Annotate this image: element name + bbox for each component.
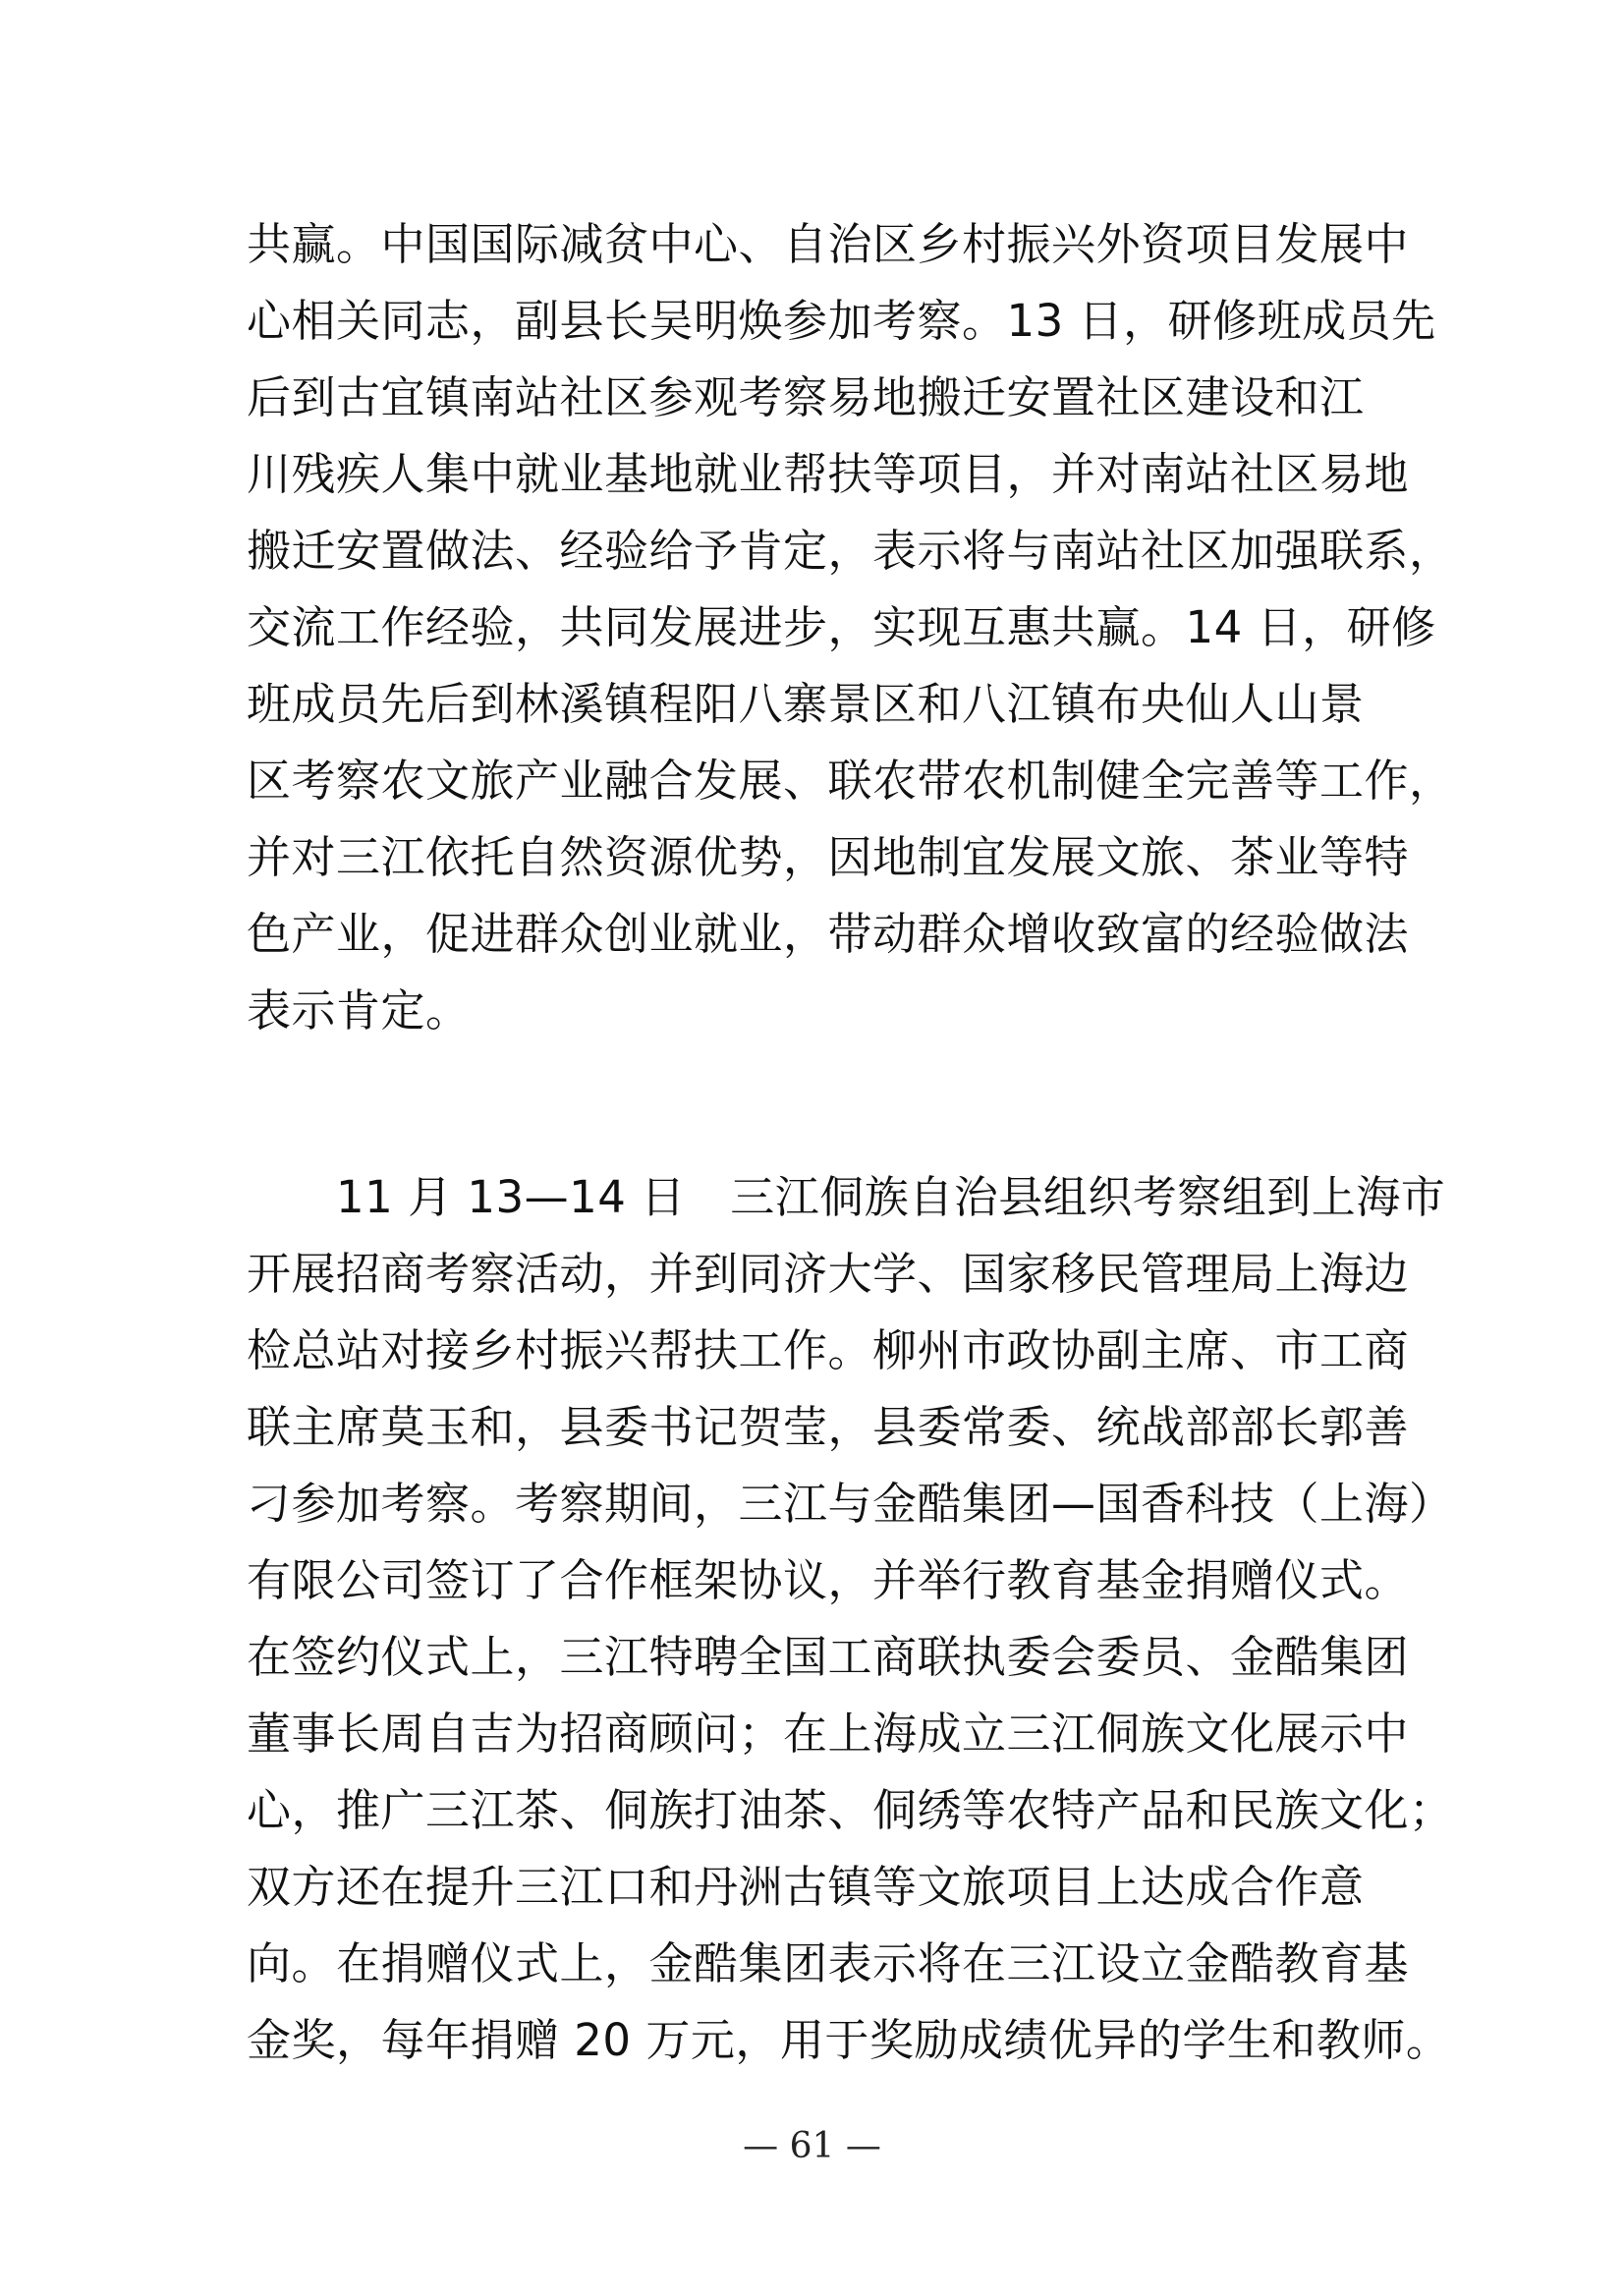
paragraph-line: 双方还在提升三江口和丹洲古镇等文旅项目上达成合作意 — [247, 1861, 1365, 1913]
paragraph-line: 搬迁安置做法、经验给予肯定，表示将与南站社区加强联系， — [247, 525, 1454, 577]
paragraph-line: 区考察农文旅产业融合发展、联农带农机制健全完善等工作， — [247, 755, 1454, 807]
paragraph-line: 班成员先后到林溪镇程阳八寨景区和八江镇布央仙人山景 — [247, 678, 1365, 730]
paragraph-line: 有限公司签订了合作框架协议，并举行教育基金捐赠仪式。 — [247, 1554, 1410, 1606]
paragraph-line: 11 月 13—14 日 三江侗族自治县组织考察组到上海市 — [247, 1171, 1446, 1223]
paragraph-line: 并对三江依托自然资源优势，因地制宜发展文旅、茶业等特 — [247, 831, 1410, 883]
paragraph-line: 色产业，促进群众创业就业，带动群众增收致富的经验做法 — [247, 908, 1410, 960]
paragraph-2 — [247, 1159, 1454, 2079]
paragraph-line: 心，推广三江茶、侗族打油茶、侗绣等农特产品和民族文化； — [247, 1784, 1454, 1836]
paragraph-line: 检总站对接乡村振兴帮扶工作。柳州市政协副主席、市工商 — [247, 1324, 1410, 1376]
paragraph-line: 心相关同志，副县长吴明焕参加考察。13 日，研修班成员先 — [247, 295, 1436, 347]
paragraph-line: 共赢。中国国际减贫中心、自治区乡村振兴外资项目发展中 — [247, 218, 1410, 270]
paragraph-line: 联主席莫玉和，县委书记贺莹，县委常委、统战部部长郭善 — [247, 1401, 1410, 1453]
paragraph-line: 金奖，每年捐赠 20 万元，用于奖励成绩优异的学生和教师。 — [247, 2014, 1451, 2066]
paragraph-line: 后到古宜镇南站社区参观考察易地搬迁安置社区建设和江 — [247, 371, 1365, 423]
paragraph-line: 在签约仪式上，三江特聘全国工商联执委会委员、金酷集团 — [247, 1631, 1410, 1683]
page-number: — 61 — — [743, 2126, 881, 2166]
paragraph-line: 表示肯定。 — [247, 984, 471, 1036]
paragraph-line: 交流工作经验，共同发展进步，实现互惠共赢。14 日，研修 — [247, 601, 1436, 653]
paragraph-line: 开展招商考察活动，并到同济大学、国家移民管理局上海边 — [247, 1248, 1410, 1300]
paragraph-line: 川残疾人集中就业基地就业帮扶等项目，并对南站社区易地 — [247, 448, 1410, 500]
paragraph-line: 刁参加考察。考察期间，三江与金酷集团—国香科技（上海） — [247, 1478, 1454, 1530]
paragraph-line: 董事长周自吉为招商顾问；在上海成立三江侗族文化展示中 — [247, 1708, 1410, 1760]
paragraph-1 — [247, 206, 1454, 1049]
paragraph-line: 向。在捐赠仪式上，金酷集团表示将在三江设立金酷教育基 — [247, 1937, 1410, 1989]
